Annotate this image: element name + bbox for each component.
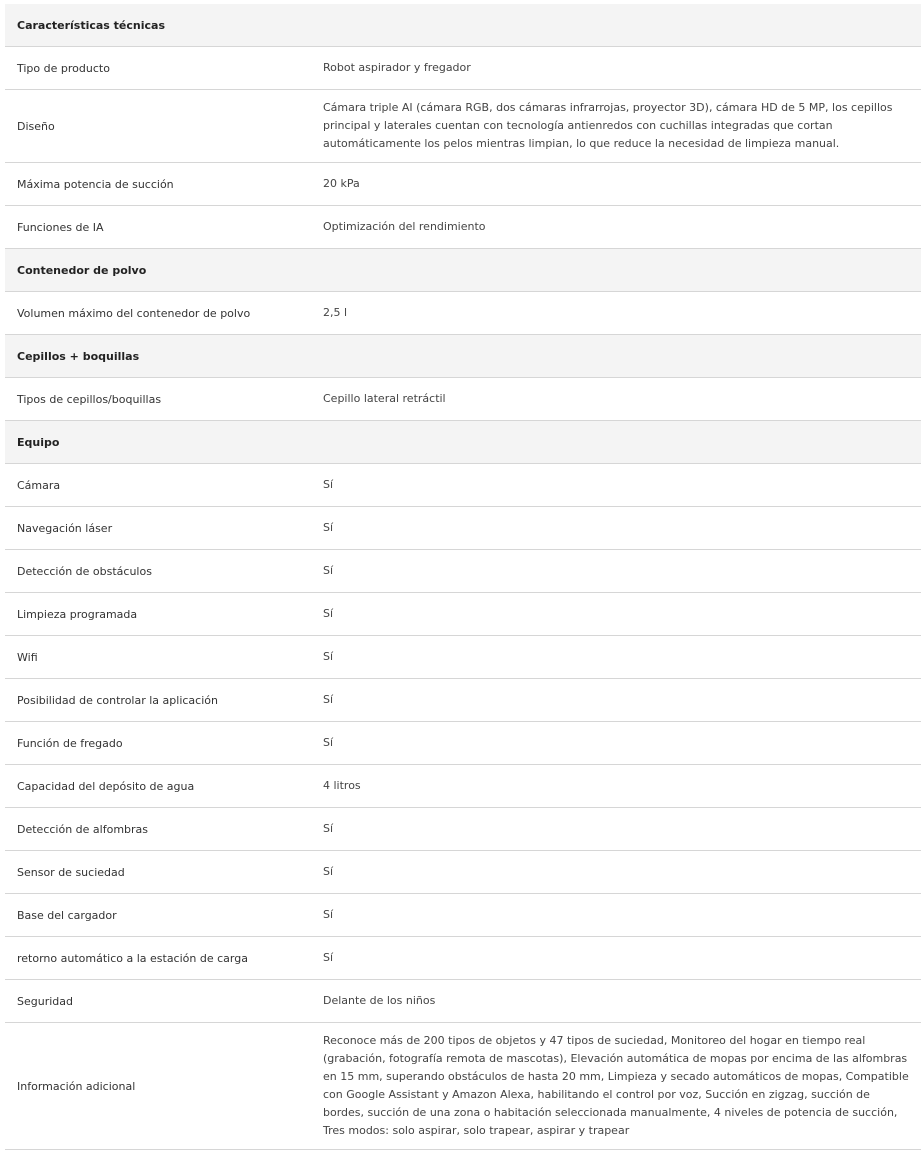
spec-label: Detección de alfombras [17, 822, 149, 836]
spec-label: retorno automático a la estación de carga [17, 951, 248, 965]
spec-row [5, 507, 921, 550]
section-header [5, 335, 921, 378]
spec-row [5, 765, 921, 808]
section-header [5, 4, 921, 47]
spec-value: Delante de los niños [323, 994, 436, 1007]
spec-label: Volumen máximo del contenedor de polvo [17, 306, 251, 320]
spec-row [5, 679, 921, 722]
spec-value: Sí [323, 693, 334, 706]
spec-value: Sí [323, 650, 334, 663]
section-title: Cepillos + boquillas [17, 349, 140, 363]
spec-value: Sí [323, 908, 334, 921]
spec-row [5, 47, 921, 90]
section-header [5, 249, 921, 292]
spec-value: Reconoce más de 200 tipos de objetos y 47 tipos de suciedad, Monitoreo del hogar en tiempo real (grabación, fotografía remota de mascotas), Elevación automática de mopas por encima de las alfombras en 15 mm, superando obstáculos de hasta 20 mm, Limpieza y secado automáticos de mopas, Compatible con Google Assistant y Amazon Alexa, habilitando el control por voz, Succión en zigzag, succión de bordes, succión de una zona o habitación seleccionada manualmente, 4 niveles de potencia de succión, Tres modos: solo aspirar, solo trapear, aspirar y trapear [323, 1034, 909, 1137]
section-header [5, 421, 921, 464]
spec-row [5, 550, 921, 593]
spec-label: Base del cargador [17, 908, 117, 922]
spec-label: Sensor de suciedad [17, 865, 125, 879]
section-title: Contenedor de polvo [17, 263, 147, 277]
spec-row [5, 851, 921, 894]
spec-label: Wifi [17, 650, 38, 664]
spec-label: Información adicional [17, 1079, 136, 1093]
spec-value: Cepillo lateral retráctil [323, 392, 446, 405]
spec-value: Sí [323, 865, 334, 878]
spec-row [5, 292, 921, 335]
spec-value: Sí [323, 521, 334, 534]
spec-row [5, 163, 921, 206]
spec-value: 20 kPa [323, 177, 360, 190]
section-title: Equipo [17, 435, 60, 449]
spec-label: Función de fregado [17, 736, 123, 750]
spec-label: Posibilidad de controlar la aplicación [17, 693, 218, 707]
spec-row [5, 378, 921, 421]
spec-value: 4 litros [323, 779, 361, 792]
spec-value: Sí [323, 736, 334, 749]
spec-row [5, 636, 921, 679]
spec-row [5, 937, 921, 980]
spec-row [5, 464, 921, 507]
spec-row [5, 90, 921, 163]
specs-table [5, 4, 921, 1150]
section-title: Características técnicas [17, 18, 166, 32]
spec-label: Diseño [17, 119, 55, 133]
spec-row [5, 206, 921, 249]
spec-value: Sí [323, 478, 334, 491]
spec-label: Seguridad [17, 994, 73, 1008]
spec-label: Tipos de cepillos/boquillas [17, 392, 162, 406]
spec-value: Optimización del rendimiento [323, 220, 486, 233]
spec-value: Sí [323, 607, 334, 620]
spec-value: Sí [323, 564, 334, 577]
spec-label: Detección de obstáculos [17, 564, 152, 578]
spec-value: Robot aspirador y fregador [323, 61, 471, 74]
spec-label: Limpieza programada [17, 607, 138, 621]
spec-row [5, 593, 921, 636]
spec-row [5, 722, 921, 765]
spec-row [5, 894, 921, 937]
spec-label: Cámara [17, 478, 61, 492]
spec-value: Sí [323, 951, 334, 964]
spec-label: Tipo de producto [17, 61, 110, 75]
spec-value: Sí [323, 822, 334, 835]
spec-row [5, 980, 921, 1023]
spec-value: 2,5 l [323, 306, 348, 319]
spec-label: Máxima potencia de succión [17, 177, 174, 191]
spec-label: Navegación láser [17, 521, 113, 535]
spec-label: Capacidad del depósito de agua [17, 779, 195, 793]
spec-label: Funciones de IA [17, 220, 104, 234]
spec-row [5, 808, 921, 851]
spec-value: Cámara triple AI (cámara RGB, dos cámaras infrarrojas, proyector 3D), cámara HD de 5 MP, los cepillos principal y laterales cuentan con tecnología antienredos con cuchillas integradas que cortan automáticamente los pelos mientras limpian, lo que reduce la necesidad de limpieza manual. [323, 101, 893, 150]
spec-row [5, 1023, 921, 1150]
